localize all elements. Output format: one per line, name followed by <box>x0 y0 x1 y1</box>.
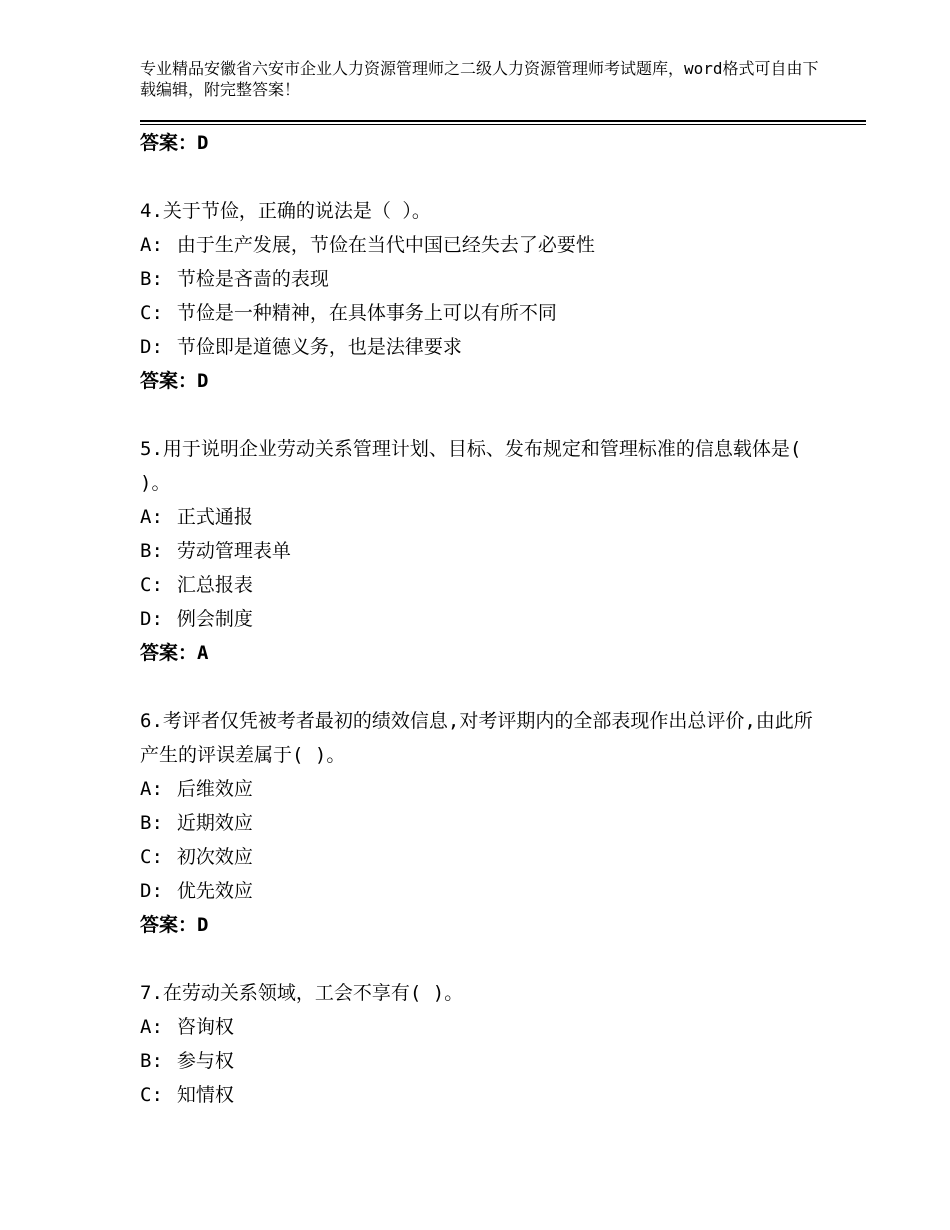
option-item <box>140 330 820 364</box>
option-item <box>140 772 820 806</box>
option-text: 后维效应 <box>176 778 253 800</box>
option-text: 正式通报 <box>176 506 253 528</box>
option-key: C: <box>140 846 163 868</box>
option-key: A: <box>140 1016 163 1038</box>
answer-line: 答案：D <box>140 914 209 936</box>
option-item <box>140 228 820 262</box>
option-item <box>140 1044 820 1078</box>
option-key: A: <box>140 506 163 528</box>
option-item <box>140 1078 820 1112</box>
option-key: C: <box>140 574 163 596</box>
option-item <box>140 1010 820 1044</box>
option-key: C: <box>140 302 163 324</box>
option-item <box>140 534 820 568</box>
page-header: 专业精品安徽省六安市企业人力资源管理师之二级人力资源管理师考试题库，word格式可自由下载编辑，附完整答案！ <box>140 59 819 99</box>
question-block <box>140 194 820 398</box>
option-text: 由于生产发展，节俭在当代中国已经失去了必要性 <box>176 234 595 256</box>
option-text: 咨询权 <box>176 1016 234 1038</box>
answer-line: 答案：A <box>140 642 209 664</box>
option-item <box>140 568 820 602</box>
option-text: 知情权 <box>176 1084 234 1106</box>
option-text: 节俭即是道德义务，也是法律要求 <box>176 336 462 358</box>
answer-line: 答案：D <box>140 370 209 392</box>
option-item <box>140 874 820 908</box>
question-block <box>140 976 820 1112</box>
option-key: D: <box>140 880 163 902</box>
option-key: C: <box>140 1084 163 1106</box>
option-key: B: <box>140 268 163 290</box>
option-item <box>140 262 820 296</box>
option-key: B: <box>140 812 163 834</box>
question-stem: 7.在劳动关系领域，工会不享有( )。 <box>140 982 464 1004</box>
option-text: 初次效应 <box>176 846 253 868</box>
option-text: 近期效应 <box>176 812 253 834</box>
option-text: 汇总报表 <box>176 574 253 596</box>
header-rule-thick <box>140 120 866 122</box>
option-key: D: <box>140 608 163 630</box>
question-stem: 4.关于节俭，正确的说法是（ ）。 <box>140 200 431 222</box>
option-text: 参与权 <box>176 1050 234 1072</box>
question-stem: 6.考评者仅凭被考者最初的绩效信息,对考评期内的全部表现作出总评价,由此所产生的评误差属于( )。 <box>140 710 813 766</box>
question-block <box>140 704 820 942</box>
question-stem: 5.用于说明企业劳动关系管理计划、目标、发布规定和管理标准的信息载体是( )。 <box>140 438 802 494</box>
option-key: B: <box>140 1050 163 1072</box>
option-text: 优先效应 <box>176 880 253 902</box>
option-text: 例会制度 <box>176 608 253 630</box>
answer-line: 答案：D <box>140 132 209 154</box>
option-item <box>140 500 820 534</box>
document-body <box>140 126 820 1112</box>
header-rule-thin <box>140 124 866 125</box>
option-item <box>140 806 820 840</box>
option-text: 劳动管理表单 <box>176 540 291 562</box>
option-key: B: <box>140 540 163 562</box>
option-key: A: <box>140 778 163 800</box>
question-block <box>140 432 820 670</box>
option-key: A: <box>140 234 163 256</box>
option-item <box>140 602 820 636</box>
option-text: 节检是吝啬的表现 <box>176 268 329 290</box>
option-key: D: <box>140 336 163 358</box>
option-item <box>140 296 820 330</box>
option-text: 节俭是一种精神，在具体事务上可以有所不同 <box>176 302 557 324</box>
option-item <box>140 840 820 874</box>
